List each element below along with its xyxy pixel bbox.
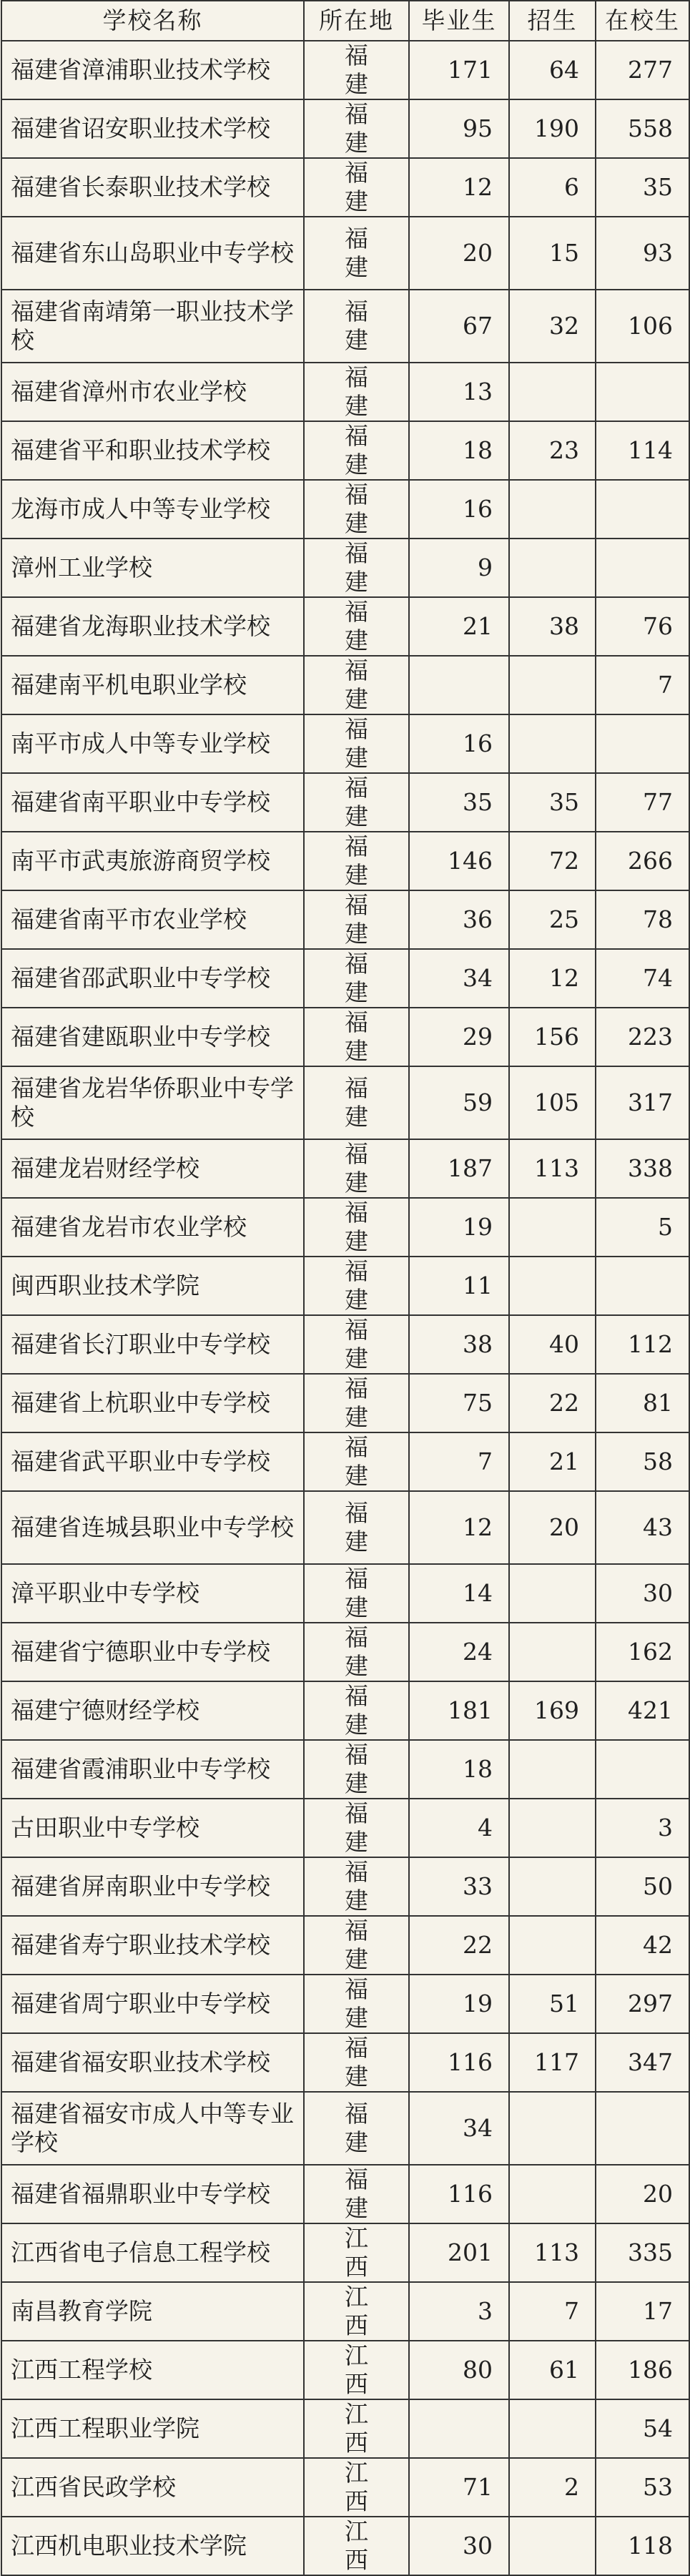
location-cell: 福 建 bbox=[304, 1008, 409, 1066]
location-cell: 福 建 bbox=[304, 41, 409, 99]
graduates-cell: 9 bbox=[409, 539, 509, 597]
graduates-cell: 187 bbox=[409, 1139, 509, 1198]
graduates-cell: 16 bbox=[409, 714, 509, 773]
current-students-cell: 7 bbox=[596, 656, 689, 714]
school-name-cell: 福建省福安职业技术学校 bbox=[1, 2033, 304, 2092]
school-name-cell: 南昌教育学院 bbox=[1, 2282, 304, 2341]
school-name-cell: 福建省长汀职业中专学校 bbox=[1, 1315, 304, 1374]
table-row bbox=[1, 1198, 689, 1257]
school-name-cell: 福建省福安市成人中等专业学校 bbox=[1, 2092, 304, 2165]
graduates-cell: 171 bbox=[409, 41, 509, 99]
graduates-cell: 201 bbox=[409, 2223, 509, 2282]
header-row bbox=[1, 1, 689, 41]
graduates-cell: 7 bbox=[409, 1432, 509, 1491]
current-students-cell: 223 bbox=[596, 1008, 689, 1066]
graduates-cell: 13 bbox=[409, 363, 509, 421]
school-name-cell: 福建省漳州市农业学校 bbox=[1, 363, 304, 421]
table-row bbox=[1, 2282, 689, 2341]
current-students-cell: 277 bbox=[596, 41, 689, 99]
table-row bbox=[1, 2458, 689, 2517]
current-students-cell: 347 bbox=[596, 2033, 689, 2092]
graduates-cell: 80 bbox=[409, 2341, 509, 2399]
school-name-cell: 福建省漳浦职业技术学校 bbox=[1, 41, 304, 99]
enrollment-cell: 190 bbox=[509, 99, 596, 158]
graduates-cell: 71 bbox=[409, 2458, 509, 2517]
enrollment-cell bbox=[509, 1564, 596, 1623]
graduates-cell: 12 bbox=[409, 1491, 509, 1564]
graduates-cell: 16 bbox=[409, 480, 509, 539]
table-row bbox=[1, 99, 689, 158]
enrollment-cell: 38 bbox=[509, 597, 596, 656]
table-row bbox=[1, 1008, 689, 1066]
table-row bbox=[1, 290, 689, 363]
location-cell: 福 建 bbox=[304, 290, 409, 363]
current-students-cell: 53 bbox=[596, 2458, 689, 2517]
graduates-cell: 11 bbox=[409, 1257, 509, 1315]
current-students-cell: 30 bbox=[596, 1564, 689, 1623]
school-name-cell: 龙海市成人中等专业学校 bbox=[1, 480, 304, 539]
graduates-cell: 116 bbox=[409, 2033, 509, 2092]
table-row bbox=[1, 1491, 689, 1564]
table-row bbox=[1, 1681, 689, 1740]
location-cell: 福 建 bbox=[304, 1799, 409, 1857]
graduates-cell: 38 bbox=[409, 1315, 509, 1374]
location-cell: 福 建 bbox=[304, 1681, 409, 1740]
enrollment-cell bbox=[509, 1623, 596, 1681]
location-cell: 福 建 bbox=[304, 1066, 409, 1139]
graduates-cell: 19 bbox=[409, 1975, 509, 2033]
school-name-cell: 福建省诏安职业技术学校 bbox=[1, 99, 304, 158]
enrollment-cell: 61 bbox=[509, 2341, 596, 2399]
enrollment-cell bbox=[509, 1799, 596, 1857]
location-cell: 福 建 bbox=[304, 1916, 409, 1975]
current-students-cell: 78 bbox=[596, 890, 689, 949]
graduates-cell: 34 bbox=[409, 949, 509, 1008]
enrollment-cell: 7 bbox=[509, 2282, 596, 2341]
location-cell: 江 西 bbox=[304, 2341, 409, 2399]
enrollment-cell: 72 bbox=[509, 832, 596, 890]
location-cell: 福 建 bbox=[304, 99, 409, 158]
table-row bbox=[1, 890, 689, 949]
enrollment-cell: 6 bbox=[509, 158, 596, 217]
current-students-cell: 58 bbox=[596, 1432, 689, 1491]
table-row bbox=[1, 1139, 689, 1198]
table-row bbox=[1, 1857, 689, 1916]
current-students-cell: 50 bbox=[596, 1857, 689, 1916]
table-row bbox=[1, 773, 689, 832]
table-row bbox=[1, 1975, 689, 2033]
current-students-cell: 76 bbox=[596, 597, 689, 656]
school-name-cell: 江西省民政学校 bbox=[1, 2458, 304, 2517]
table-body bbox=[1, 41, 689, 2575]
header-school-name: 学校名称 bbox=[1, 1, 304, 41]
school-name-cell: 福建省屏南职业中专学校 bbox=[1, 1857, 304, 1916]
location-cell: 江 西 bbox=[304, 2223, 409, 2282]
current-students-cell: 81 bbox=[596, 1374, 689, 1432]
table-row bbox=[1, 1257, 689, 1315]
enrollment-cell: 40 bbox=[509, 1315, 596, 1374]
school-name-cell: 福建省邵武职业中专学校 bbox=[1, 949, 304, 1008]
current-students-cell: 297 bbox=[596, 1975, 689, 2033]
graduates-cell: 24 bbox=[409, 1623, 509, 1681]
location-cell: 江 西 bbox=[304, 2458, 409, 2517]
location-cell: 福 建 bbox=[304, 539, 409, 597]
graduates-cell: 36 bbox=[409, 890, 509, 949]
location-cell: 福 建 bbox=[304, 1491, 409, 1564]
table-row bbox=[1, 41, 689, 99]
school-name-cell: 福建省武平职业中专学校 bbox=[1, 1432, 304, 1491]
enrollment-cell bbox=[509, 2165, 596, 2223]
school-name-cell: 江西工程学校 bbox=[1, 2341, 304, 2399]
current-students-cell: 186 bbox=[596, 2341, 689, 2399]
location-cell: 福 建 bbox=[304, 656, 409, 714]
school-name-cell: 江西省电子信息工程学校 bbox=[1, 2223, 304, 2282]
enrollment-cell: 21 bbox=[509, 1432, 596, 1491]
current-students-cell: 335 bbox=[596, 2223, 689, 2282]
school-name-cell: 福建省南平职业中专学校 bbox=[1, 773, 304, 832]
school-name-cell: 福建南平机电职业学校 bbox=[1, 656, 304, 714]
table-row bbox=[1, 2092, 689, 2165]
school-name-cell: 福建省连城县职业中专学校 bbox=[1, 1491, 304, 1564]
graduates-cell: 116 bbox=[409, 2165, 509, 2223]
table-row bbox=[1, 2399, 689, 2458]
current-students-cell bbox=[596, 539, 689, 597]
school-name-cell: 福建省建瓯职业中专学校 bbox=[1, 1008, 304, 1066]
location-cell: 江 西 bbox=[304, 2517, 409, 2575]
table-row bbox=[1, 1740, 689, 1799]
location-cell: 江 西 bbox=[304, 2282, 409, 2341]
enrollment-cell: 25 bbox=[509, 890, 596, 949]
enrollment-cell: 51 bbox=[509, 1975, 596, 2033]
enrollment-cell bbox=[509, 480, 596, 539]
current-students-cell: 42 bbox=[596, 1916, 689, 1975]
table-row bbox=[1, 217, 689, 290]
graduates-cell: 12 bbox=[409, 158, 509, 217]
location-cell: 福 建 bbox=[304, 949, 409, 1008]
table-row bbox=[1, 714, 689, 773]
current-students-cell bbox=[596, 714, 689, 773]
current-students-cell bbox=[596, 2092, 689, 2165]
header-current-students: 在校生 bbox=[596, 1, 689, 41]
school-name-cell: 福建宁德财经学校 bbox=[1, 1681, 304, 1740]
location-cell: 福 建 bbox=[304, 480, 409, 539]
current-students-cell: 35 bbox=[596, 158, 689, 217]
graduates-cell: 22 bbox=[409, 1916, 509, 1975]
enrollment-cell bbox=[509, 1740, 596, 1799]
enrollment-cell bbox=[509, 1198, 596, 1257]
table-row bbox=[1, 656, 689, 714]
school-name-cell: 江西机电职业技术学院 bbox=[1, 2517, 304, 2575]
location-cell: 江 西 bbox=[304, 2399, 409, 2458]
enrollment-cell: 105 bbox=[509, 1066, 596, 1139]
table-row bbox=[1, 949, 689, 1008]
graduates-cell bbox=[409, 656, 509, 714]
location-cell: 福 建 bbox=[304, 421, 409, 480]
location-cell: 福 建 bbox=[304, 217, 409, 290]
table-row bbox=[1, 539, 689, 597]
current-students-cell: 54 bbox=[596, 2399, 689, 2458]
enrollment-cell bbox=[509, 1916, 596, 1975]
table-row bbox=[1, 1315, 689, 1374]
enrollment-cell: 22 bbox=[509, 1374, 596, 1432]
school-name-cell: 福建省周宁职业中专学校 bbox=[1, 1975, 304, 2033]
enrollment-cell bbox=[509, 2092, 596, 2165]
graduates-cell: 33 bbox=[409, 1857, 509, 1916]
location-cell: 福 建 bbox=[304, 2165, 409, 2223]
graduates-cell: 34 bbox=[409, 2092, 509, 2165]
school-name-cell: 闽西职业技术学院 bbox=[1, 1257, 304, 1315]
graduates-cell: 95 bbox=[409, 99, 509, 158]
enrollment-cell: 15 bbox=[509, 217, 596, 290]
school-name-cell: 福建省龙岩华侨职业中专学校 bbox=[1, 1066, 304, 1139]
graduates-cell: 14 bbox=[409, 1564, 509, 1623]
enrollment-cell: 2 bbox=[509, 2458, 596, 2517]
current-students-cell: 74 bbox=[596, 949, 689, 1008]
graduates-cell: 29 bbox=[409, 1008, 509, 1066]
location-cell: 福 建 bbox=[304, 363, 409, 421]
location-cell: 福 建 bbox=[304, 1198, 409, 1257]
enrollment-cell: 23 bbox=[509, 421, 596, 480]
location-cell: 福 建 bbox=[304, 597, 409, 656]
school-name-cell: 古田职业中专学校 bbox=[1, 1799, 304, 1857]
school-name-cell: 福建省长泰职业技术学校 bbox=[1, 158, 304, 217]
school-name-cell: 福建省宁德职业中专学校 bbox=[1, 1623, 304, 1681]
table-row bbox=[1, 1066, 689, 1139]
enrollment-cell bbox=[509, 2517, 596, 2575]
enrollment-cell bbox=[509, 1857, 596, 1916]
table-row bbox=[1, 2341, 689, 2399]
table-row bbox=[1, 1432, 689, 1491]
table-row bbox=[1, 421, 689, 480]
location-cell: 福 建 bbox=[304, 773, 409, 832]
enrollment-cell: 32 bbox=[509, 290, 596, 363]
enrollment-cell: 113 bbox=[509, 2223, 596, 2282]
enrollment-cell bbox=[509, 1257, 596, 1315]
enrollment-cell: 20 bbox=[509, 1491, 596, 1564]
graduates-cell: 20 bbox=[409, 217, 509, 290]
table-row bbox=[1, 2165, 689, 2223]
graduates-cell: 3 bbox=[409, 2282, 509, 2341]
current-students-cell: 43 bbox=[596, 1491, 689, 1564]
table-row bbox=[1, 1623, 689, 1681]
graduates-cell: 75 bbox=[409, 1374, 509, 1432]
table-row bbox=[1, 363, 689, 421]
school-name-cell: 福建省上杭职业中专学校 bbox=[1, 1374, 304, 1432]
enrollment-cell: 35 bbox=[509, 773, 596, 832]
table-row bbox=[1, 2033, 689, 2092]
graduates-cell: 18 bbox=[409, 1740, 509, 1799]
location-cell: 福 建 bbox=[304, 1432, 409, 1491]
table-row bbox=[1, 480, 689, 539]
school-name-cell: 福建省霞浦职业中专学校 bbox=[1, 1740, 304, 1799]
school-name-cell: 福建省寿宁职业技术学校 bbox=[1, 1916, 304, 1975]
school-name-cell: 福建省龙岩市农业学校 bbox=[1, 1198, 304, 1257]
school-name-cell: 江西工程职业学院 bbox=[1, 2399, 304, 2458]
current-students-cell: 106 bbox=[596, 290, 689, 363]
school-name-cell: 福建省南靖第一职业技术学校 bbox=[1, 290, 304, 363]
enrollment-cell bbox=[509, 656, 596, 714]
graduates-cell: 4 bbox=[409, 1799, 509, 1857]
current-students-cell: 266 bbox=[596, 832, 689, 890]
location-cell: 福 建 bbox=[304, 1623, 409, 1681]
enrollment-cell: 156 bbox=[509, 1008, 596, 1066]
school-name-cell: 福建省龙海职业技术学校 bbox=[1, 597, 304, 656]
location-cell: 福 建 bbox=[304, 714, 409, 773]
table-row bbox=[1, 158, 689, 217]
enrollment-cell: 12 bbox=[509, 949, 596, 1008]
school-statistics-table bbox=[1, 0, 690, 2576]
graduates-cell: 19 bbox=[409, 1198, 509, 1257]
school-name-cell: 福建省福鼎职业中专学校 bbox=[1, 2165, 304, 2223]
table-row bbox=[1, 2223, 689, 2282]
enrollment-cell bbox=[509, 539, 596, 597]
current-students-cell: 77 bbox=[596, 773, 689, 832]
header-enrollment: 招生 bbox=[509, 1, 596, 41]
location-cell: 福 建 bbox=[304, 1257, 409, 1315]
enrollment-cell bbox=[509, 2399, 596, 2458]
current-students-cell: 20 bbox=[596, 2165, 689, 2223]
current-students-cell: 93 bbox=[596, 217, 689, 290]
current-students-cell: 338 bbox=[596, 1139, 689, 1198]
location-cell: 福 建 bbox=[304, 1975, 409, 2033]
enrollment-cell: 117 bbox=[509, 2033, 596, 2092]
location-cell: 福 建 bbox=[304, 1315, 409, 1374]
location-cell: 福 建 bbox=[304, 158, 409, 217]
header-graduates: 毕业生 bbox=[409, 1, 509, 41]
current-students-cell: 5 bbox=[596, 1198, 689, 1257]
current-students-cell: 3 bbox=[596, 1799, 689, 1857]
enrollment-cell bbox=[509, 363, 596, 421]
enrollment-cell: 113 bbox=[509, 1139, 596, 1198]
current-students-cell: 317 bbox=[596, 1066, 689, 1139]
current-students-cell bbox=[596, 363, 689, 421]
school-name-cell: 漳州工业学校 bbox=[1, 539, 304, 597]
current-students-cell: 162 bbox=[596, 1623, 689, 1681]
current-students-cell: 118 bbox=[596, 2517, 689, 2575]
current-students-cell: 114 bbox=[596, 421, 689, 480]
current-students-cell: 112 bbox=[596, 1315, 689, 1374]
school-name-cell: 漳平职业中专学校 bbox=[1, 1564, 304, 1623]
enrollment-cell: 169 bbox=[509, 1681, 596, 1740]
enrollment-cell bbox=[509, 714, 596, 773]
school-name-cell: 福建省平和职业技术学校 bbox=[1, 421, 304, 480]
school-name-cell: 福建龙岩财经学校 bbox=[1, 1139, 304, 1198]
graduates-cell: 181 bbox=[409, 1681, 509, 1740]
graduates-cell: 18 bbox=[409, 421, 509, 480]
current-students-cell bbox=[596, 480, 689, 539]
header-location: 所在地 bbox=[304, 1, 409, 41]
current-students-cell bbox=[596, 1740, 689, 1799]
enrollment-cell: 64 bbox=[509, 41, 596, 99]
location-cell: 福 建 bbox=[304, 1857, 409, 1916]
table-row bbox=[1, 2517, 689, 2575]
graduates-cell: 30 bbox=[409, 2517, 509, 2575]
location-cell: 福 建 bbox=[304, 1740, 409, 1799]
current-students-cell bbox=[596, 1257, 689, 1315]
graduates-cell: 35 bbox=[409, 773, 509, 832]
current-students-cell: 17 bbox=[596, 2282, 689, 2341]
graduates-cell: 59 bbox=[409, 1066, 509, 1139]
location-cell: 福 建 bbox=[304, 890, 409, 949]
table-row bbox=[1, 1374, 689, 1432]
school-name-cell: 福建省南平市农业学校 bbox=[1, 890, 304, 949]
school-name-cell: 南平市武夷旅游商贸学校 bbox=[1, 832, 304, 890]
graduates-cell: 21 bbox=[409, 597, 509, 656]
school-name-cell: 南平市成人中等专业学校 bbox=[1, 714, 304, 773]
location-cell: 福 建 bbox=[304, 2033, 409, 2092]
table-row bbox=[1, 1916, 689, 1975]
table-row bbox=[1, 1799, 689, 1857]
graduates-cell: 146 bbox=[409, 832, 509, 890]
location-cell: 福 建 bbox=[304, 1139, 409, 1198]
graduates-cell bbox=[409, 2399, 509, 2458]
location-cell: 福 建 bbox=[304, 832, 409, 890]
table-row bbox=[1, 832, 689, 890]
graduates-cell: 67 bbox=[409, 290, 509, 363]
current-students-cell: 421 bbox=[596, 1681, 689, 1740]
table-row bbox=[1, 597, 689, 656]
location-cell: 福 建 bbox=[304, 1564, 409, 1623]
current-students-cell: 558 bbox=[596, 99, 689, 158]
location-cell: 福 建 bbox=[304, 2092, 409, 2165]
location-cell: 福 建 bbox=[304, 1374, 409, 1432]
table-row bbox=[1, 1564, 689, 1623]
school-name-cell: 福建省东山岛职业中专学校 bbox=[1, 217, 304, 290]
